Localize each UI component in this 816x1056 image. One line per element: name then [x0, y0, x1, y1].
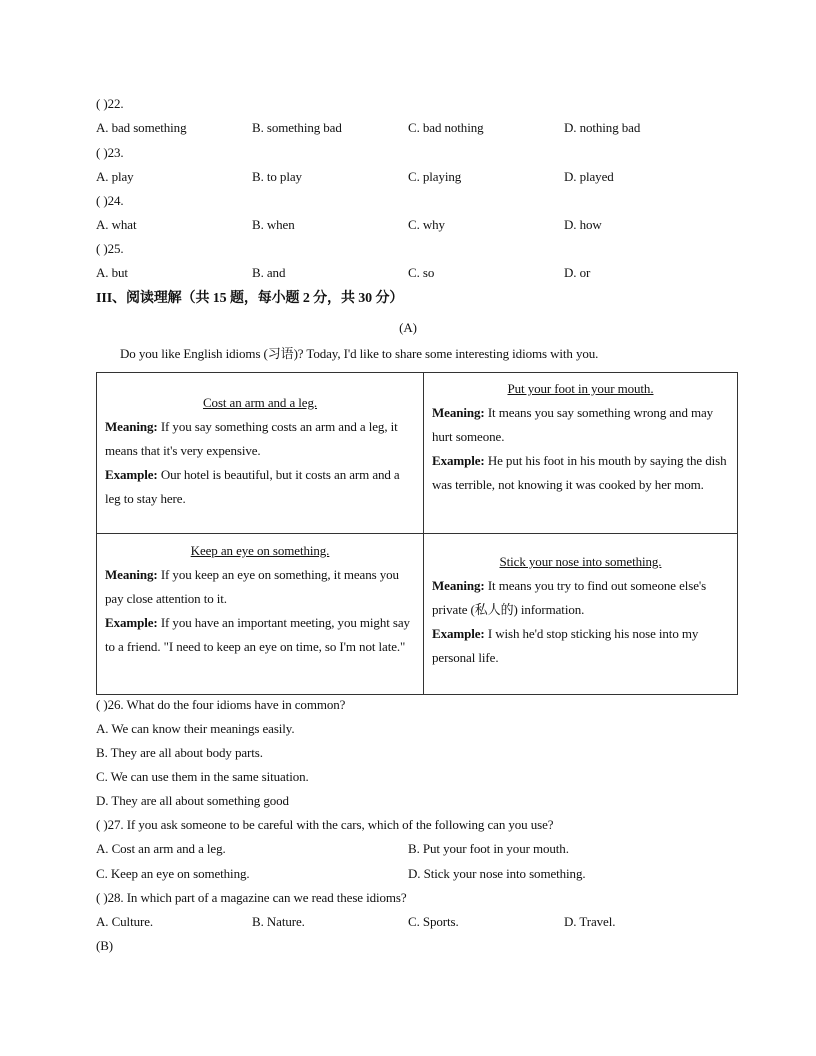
q28-option-c: C. Sports.	[408, 914, 459, 929]
q28-option-d: D. Travel.	[564, 914, 616, 929]
meaning-label: Meaning:	[105, 567, 158, 582]
idiom-meaning	[432, 574, 729, 622]
question-26-stem: ( )26. What do the four idioms have in common?	[96, 697, 346, 712]
idiom-meaning	[105, 563, 415, 611]
idiom-meaning-text: If you keep an eye on something, it means you pay close attention to it.	[105, 567, 399, 606]
idiom-title: Stick your nose into something.	[499, 554, 662, 569]
idiom-meaning-text: It means you say something wrong and may hurt someone.	[432, 405, 714, 444]
idiom-example-text: Our hotel is beautiful, but it costs an arm and a leg to stay here.	[105, 467, 400, 506]
q26-option-c: C. We can use them in the same situation.	[96, 769, 309, 784]
passage-a-label: (A)	[399, 320, 417, 335]
example-label: Example:	[432, 453, 485, 468]
idiom-title: Cost an arm and a leg.	[202, 395, 318, 410]
question-22-stem: ( )22.	[96, 96, 124, 111]
section-heading: III、阅读理解（共 15 题，每小题 2 分，共 30 分）	[96, 291, 404, 306]
question-24-stem: ( )24.	[96, 193, 124, 208]
question-25-stem: ( )25.	[96, 241, 124, 256]
q25-option-c: C. so	[408, 265, 435, 280]
q22-option-b: B. something bad	[252, 120, 342, 135]
q25-option-a: A. but	[96, 265, 128, 280]
q23-option-c: C. playing	[408, 169, 462, 184]
question-28-stem: ( )28. In which part of a magazine can we read these idioms?	[96, 890, 407, 905]
q26-option-b: B. They are all about body parts.	[96, 745, 263, 760]
q24-option-c: C. why	[408, 217, 445, 232]
idiom-example	[105, 611, 415, 659]
q25-option-b: B. and	[252, 265, 286, 280]
q22-option-c: C. bad nothing	[408, 120, 484, 135]
meaning-label: Meaning:	[105, 419, 158, 434]
q27-option-b: B. Put your foot in your mouth.	[408, 841, 569, 856]
idiom-cell	[97, 373, 424, 534]
q24-option-d: D. how	[564, 217, 602, 232]
idiom-example	[105, 463, 415, 511]
q28-option-a: A. Culture.	[96, 914, 154, 929]
q24-option-b: B. when	[252, 217, 295, 232]
q26-option-a: A. We can know their meanings easily.	[96, 721, 295, 736]
idiom-example-text: If you have an important meeting, you might say to a friend. "I need to keep an eye on time, so I'm not late."	[105, 615, 410, 654]
q26-option-d: D. They are all about something good	[96, 793, 289, 808]
example-label: Example:	[105, 467, 158, 482]
idiom-meaning-text: If you say something costs an arm and a leg, it means that it's very expensive.	[105, 419, 398, 458]
idiom-example	[432, 449, 729, 497]
q23-option-b: B. to play	[252, 169, 302, 184]
q25-option-d: D. or	[564, 265, 591, 280]
idiom-title: Keep an eye on something.	[190, 543, 330, 558]
q23-option-a: A. play	[96, 169, 134, 184]
meaning-label: Meaning:	[432, 405, 485, 420]
idiom-cell	[97, 534, 424, 695]
passage-b-label: (B)	[96, 938, 114, 953]
idiom-example-text: I wish he'd stop sticking his nose into my personal life.	[432, 626, 699, 665]
idiom-title: Put your foot in your mouth.	[507, 381, 654, 396]
q27-option-c: C. Keep an eye on something.	[96, 866, 250, 881]
idiom-meaning-text: It means you try to find out someone else's private (私人的) information.	[432, 578, 707, 617]
example-label: Example:	[105, 615, 158, 630]
idiom-example-text: He put his foot in his mouth by saying the dish was terrible, not knowing it was cooked by her mom.	[432, 453, 727, 492]
idiom-cell	[424, 373, 738, 534]
idiom-cell	[424, 534, 738, 695]
q27-option-d: D. Stick your nose into something.	[408, 866, 586, 881]
idiom-meaning	[105, 415, 415, 463]
question-27-stem: ( )27. If you ask someone to be careful with the cars, which of the following can you use?	[96, 817, 554, 832]
idiom-meaning	[432, 401, 729, 449]
example-label: Example:	[432, 626, 485, 641]
question-23-stem: ( )23.	[96, 145, 124, 160]
q28-option-b: B. Nature.	[252, 914, 305, 929]
idioms-table	[96, 372, 738, 695]
q24-option-a: A. what	[96, 217, 137, 232]
passage-intro: Do you like English idioms (习语)? Today, I'd like to share some interesting idioms with you.	[120, 346, 599, 361]
q22-option-a: A. bad something	[96, 120, 187, 135]
q22-option-d: D. nothing bad	[564, 120, 641, 135]
meaning-label: Meaning:	[432, 578, 485, 593]
q27-option-a: A. Cost an arm and a leg.	[96, 841, 226, 856]
q23-option-d: D. played	[564, 169, 614, 184]
idiom-example	[432, 622, 729, 670]
